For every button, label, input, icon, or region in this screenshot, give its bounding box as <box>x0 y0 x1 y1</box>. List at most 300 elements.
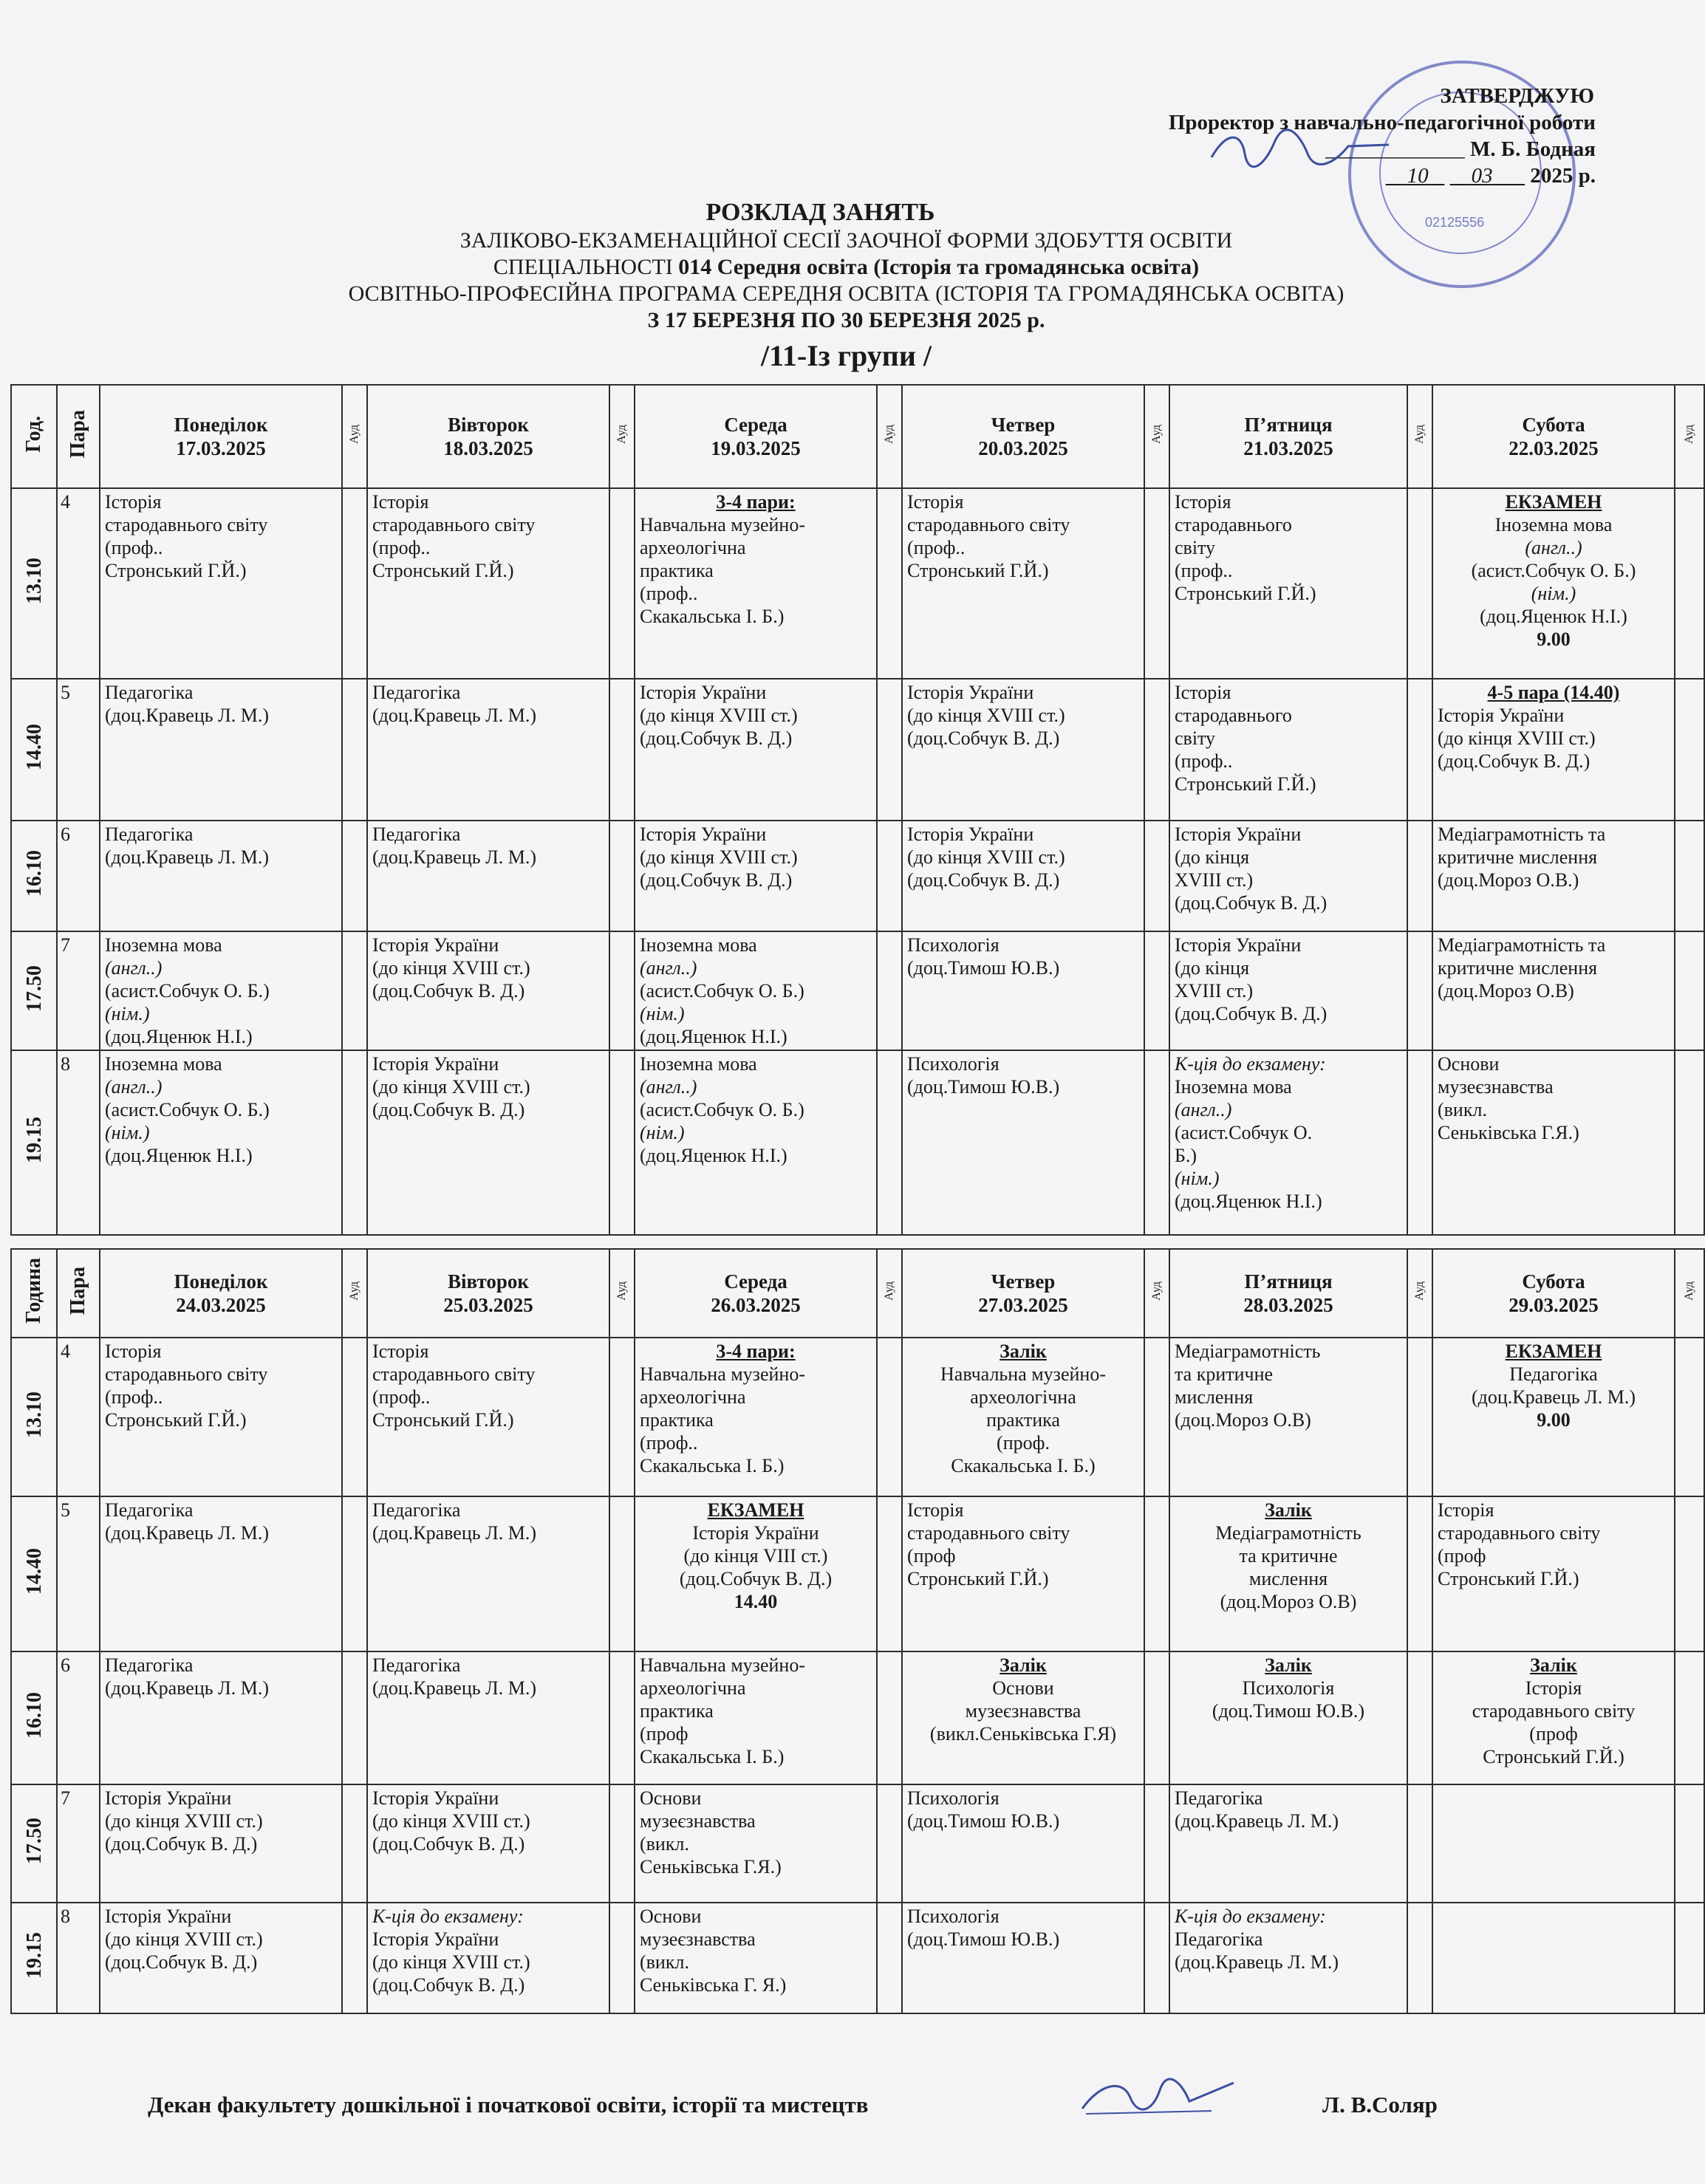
header-line-2: СПЕЦІАЛЬНОСТІ 014 Середня освіта (Історія та громадянська освіта) <box>493 255 1200 279</box>
cell-line: (доц.Собчук В. Д.) <box>640 728 793 749</box>
lesson-cell <box>1432 821 1675 931</box>
col-header-day <box>902 1249 1144 1338</box>
cell-line: (до кінця XVIII ст.) <box>1438 728 1596 749</box>
lesson-cell <box>367 1050 609 1235</box>
lesson-cell <box>367 488 609 679</box>
aud-cell <box>1675 1050 1704 1235</box>
aud-cell <box>342 931 367 1050</box>
lesson-cell <box>1169 931 1407 1050</box>
cell-line: Історія <box>1438 1499 1494 1521</box>
cell-line: Скакальська І. Б.) <box>640 1455 785 1476</box>
col-header-aud: Ауд <box>877 385 902 488</box>
table-row <box>11 1050 1704 1235</box>
cell-line: Навчальна музейно- <box>640 514 805 535</box>
cell-line: (асист.Собчук О. Б.) <box>105 1099 270 1120</box>
table-row <box>11 1496 1704 1651</box>
cell-line: (проф. <box>997 1432 1050 1454</box>
cell-line: ЕКЗАМЕН <box>1505 1341 1602 1362</box>
aud-cell <box>1675 1338 1704 1496</box>
day-date: 18.03.2025 <box>443 437 533 459</box>
cell-line: археологічна <box>640 1677 746 1699</box>
day-date: 24.03.2025 <box>176 1294 266 1316</box>
cell-line: стародавнього <box>1175 514 1292 535</box>
day-name: Понеділок <box>174 414 268 436</box>
cell-line: (проф <box>907 1545 956 1567</box>
aud-cell <box>1407 1903 1432 2013</box>
cell-line: (проф <box>640 1723 689 1745</box>
cell-line: (нім.) <box>105 1122 150 1143</box>
cell-line: (доц.Кравець Л. М.) <box>1175 1951 1339 1973</box>
cell-line: (доц.Кравець Л. М.) <box>105 1522 270 1544</box>
cell-line: (асист.Собчук О. Б.) <box>105 980 270 1002</box>
pair-number: 4 <box>57 488 100 679</box>
cell-line: Іноземна мова <box>105 1053 222 1075</box>
time-cell: 17.50 <box>11 1784 57 1903</box>
day-date: 29.03.2025 <box>1508 1294 1599 1316</box>
cell-line: (доц.Собчук В. Д.) <box>372 1099 525 1120</box>
cell-line: (доц.Яценюк Н.І.) <box>105 1145 253 1166</box>
lesson-cell <box>100 679 342 821</box>
dean-signature <box>1071 2068 1241 2127</box>
cell-line: (англ..) <box>105 957 163 979</box>
lesson-cell <box>367 1496 609 1651</box>
col-header-day <box>100 1249 342 1338</box>
cell-line: Психологія <box>907 1053 1000 1075</box>
cell-line: Психологія <box>907 1906 1000 1927</box>
cell-line: XVIII ст.) <box>1175 980 1254 1002</box>
cell-line: стародавнього світу <box>907 1522 1070 1544</box>
day-name: Четвер <box>991 414 1056 436</box>
lesson-cell <box>100 931 342 1050</box>
cell-line: Стронський Г.Й.) <box>907 1568 1049 1589</box>
lesson-cell <box>1169 1338 1407 1496</box>
col-header-hour: Година <box>11 1249 57 1338</box>
cell-line: Стронський Г.Й.) <box>1438 1568 1579 1589</box>
aud-cell <box>1144 488 1169 679</box>
lesson-cell <box>635 1338 877 1496</box>
col-header-day <box>635 385 877 488</box>
cell-line: Історія України <box>692 1522 819 1544</box>
col-header-day <box>367 385 609 488</box>
cell-line: (доц.Собчук В. Д.) <box>372 1833 525 1855</box>
cell-line: Медіаграмотність <box>1215 1522 1361 1544</box>
aud-cell <box>1407 1651 1432 1784</box>
cell-line: (до кінця XVIII ст.) <box>640 705 798 726</box>
aud-cell <box>877 1050 902 1235</box>
cell-line: (англ..) <box>640 1076 697 1098</box>
aud-cell <box>1144 1496 1169 1651</box>
lesson-cell <box>635 1903 877 2013</box>
cell-line: Історія України <box>105 1906 232 1927</box>
time-cell: 17.50 <box>11 931 57 1050</box>
cell-line: (асист.Собчук О. Б.) <box>1471 560 1636 581</box>
col-header-day <box>1432 385 1675 488</box>
approver-signature <box>1204 124 1396 176</box>
cell-line: (доц.Кравець Л. М.) <box>1175 1810 1339 1832</box>
aud-cell <box>609 1784 635 1903</box>
cell-line: Історія України <box>105 1787 232 1809</box>
cell-line: (до кінця XVIII ст.) <box>907 705 1065 726</box>
cell-line: Педагогіка <box>372 1654 461 1676</box>
cell-line: Медіаграмотність та <box>1438 934 1606 956</box>
cell-line: мислення <box>1248 1568 1328 1589</box>
cell-line: Педагогіка <box>1175 1928 1263 1950</box>
cell-line: (доц.Собчук В. Д.) <box>1175 1003 1328 1024</box>
cell-line: (до кінця XVIII ст.) <box>372 1951 530 1973</box>
table-row <box>11 679 1704 821</box>
cell-line: Залік <box>1000 1654 1047 1676</box>
cell-line: Педагогіка <box>105 824 194 845</box>
cell-line: (проф.. <box>105 1386 163 1408</box>
cell-line: Б.) <box>1175 1145 1197 1166</box>
lesson-cell <box>1432 1050 1675 1235</box>
cell-line: музеєзнавства <box>965 1700 1082 1722</box>
cell-line: Іноземна мова <box>640 1053 757 1075</box>
cell-line: Історія <box>1175 682 1231 703</box>
col-header-aud: Ауд <box>1407 385 1432 488</box>
day-name: Вівторок <box>448 1270 529 1293</box>
cell-line: (асист.Собчук О. Б.) <box>640 1099 804 1120</box>
cell-line: Стронський Г.Й.) <box>907 560 1049 581</box>
lesson-cell <box>635 1651 877 1784</box>
lesson-cell <box>902 1651 1144 1784</box>
lesson-cell <box>367 931 609 1050</box>
cell-line: (асист.Собчук О. <box>1175 1122 1313 1143</box>
cell-line: (доц.Кравець Л. М.) <box>1471 1386 1636 1408</box>
cell-line: та критичне <box>1175 1363 1274 1385</box>
lesson-cell <box>635 1050 877 1235</box>
cell-line: Медіаграмотність <box>1175 1341 1321 1362</box>
cell-line: (доц.Собчук В. Д.) <box>907 869 1060 891</box>
lesson-cell <box>100 821 342 931</box>
lesson-cell <box>100 1496 342 1651</box>
lesson-cell <box>902 1338 1144 1496</box>
cell-line: світу <box>1175 728 1216 749</box>
cell-line: ЕКЗАМЕН <box>1505 491 1602 513</box>
cell-line: (доц.Мороз О.В) <box>1220 1591 1357 1612</box>
cell-line: Психологія <box>1242 1677 1335 1699</box>
cell-line: К-ція до екзамену: <box>372 1906 524 1927</box>
day-date: 17.03.2025 <box>176 437 266 459</box>
cell-line: Психологія <box>907 1787 1000 1809</box>
cell-line: Історія <box>1175 491 1231 513</box>
cell-line: та критичне <box>1239 1545 1338 1567</box>
col-header-day <box>367 1249 609 1338</box>
approval-name: _____________ М. Б. Бодная <box>1325 137 1596 161</box>
lesson-cell <box>1169 821 1407 931</box>
cell-line: Історія України <box>907 824 1034 845</box>
table-row <box>11 821 1704 931</box>
time-cell: 16.10 <box>11 821 57 931</box>
cell-line: Педагогіка <box>372 1499 461 1521</box>
approval-sign-line: _____________ <box>1325 137 1465 161</box>
cell-line: практика <box>640 1409 714 1431</box>
lesson-cell <box>100 488 342 679</box>
cell-line: (нім.) <box>640 1122 685 1143</box>
lesson-cell <box>1432 1903 1675 2013</box>
cell-line: (нім.) <box>1175 1168 1220 1189</box>
cell-line: ЕКЗАМЕН <box>707 1499 804 1521</box>
aud-cell <box>1144 1050 1169 1235</box>
cell-line: (доц.Тимош Ю.В.) <box>907 1928 1060 1950</box>
aud-cell <box>877 821 902 931</box>
aud-cell <box>342 1496 367 1651</box>
header-line-4: З 17 БЕРЕЗНЯ ПО 30 БЕРЕЗНЯ 2025 р. <box>647 308 1045 332</box>
lesson-cell <box>367 1338 609 1496</box>
aud-cell <box>609 1903 635 2013</box>
day-date: 26.03.2025 <box>711 1294 801 1316</box>
cell-line: (до кінця XVIII ст.) <box>105 1810 263 1832</box>
cell-line: (проф.. <box>372 1386 431 1408</box>
aud-cell <box>877 931 902 1050</box>
col-header-aud: Ауд <box>1144 385 1169 488</box>
aud-cell <box>877 679 902 821</box>
col-header-day <box>1432 1249 1675 1338</box>
cell-line: (доц.Яценюк Н.І.) <box>640 1145 787 1166</box>
aud-cell <box>1675 1496 1704 1651</box>
aud-cell <box>342 679 367 821</box>
cell-line: Скакальська І. Б.) <box>951 1455 1096 1476</box>
col-header-aud: Ауд <box>1675 385 1704 488</box>
cell-line: Історія України <box>640 824 767 845</box>
lesson-cell <box>1432 488 1675 679</box>
pair-number: 7 <box>57 1784 100 1903</box>
cell-line: (доц.Собчук В. Д.) <box>679 1568 833 1589</box>
lesson-cell <box>1169 679 1407 821</box>
aud-cell <box>609 1651 635 1784</box>
cell-line: Історія <box>372 491 429 513</box>
cell-line: (проф <box>1438 1545 1486 1567</box>
cell-line: Історія <box>907 1499 964 1521</box>
cell-line: (доц.Тимош Ю.В.) <box>907 957 1060 979</box>
aud-cell <box>1675 679 1704 821</box>
approval-position: Проректор з навчально-педагогічної роботи <box>1168 111 1596 134</box>
lesson-cell <box>902 1784 1144 1903</box>
day-name: П’ятниця <box>1244 1270 1333 1293</box>
cell-line: Стронський Г.Й.) <box>372 560 514 581</box>
cell-line: (проф.. <box>907 537 966 558</box>
lesson-cell <box>100 1651 342 1784</box>
aud-cell <box>1407 488 1432 679</box>
cell-line: (проф.. <box>372 537 431 558</box>
pair-number: 4 <box>57 1338 100 1496</box>
cell-line: (до кінця XVIII ст.) <box>372 957 530 979</box>
time-cell: 16.10 <box>11 1651 57 1784</box>
day-name: Субота <box>1522 414 1585 436</box>
lesson-cell <box>1169 1651 1407 1784</box>
cell-line: (доц.Яценюк Н.І.) <box>1480 606 1627 627</box>
aud-cell <box>1144 931 1169 1050</box>
aud-cell <box>609 679 635 821</box>
aud-cell <box>877 1651 902 1784</box>
cell-line: (доц.Мороз О.В.) <box>1438 869 1579 891</box>
cell-line: 9.00 <box>1537 629 1571 650</box>
table-row <box>11 488 1704 679</box>
lesson-cell <box>367 1903 609 2013</box>
cell-line: (англ..) <box>105 1076 163 1098</box>
lesson-cell <box>367 679 609 821</box>
cell-line: Іноземна мова <box>1494 514 1613 535</box>
lesson-cell <box>1169 1784 1407 1903</box>
lesson-cell <box>100 1903 342 2013</box>
day-name: Понеділок <box>174 1270 268 1293</box>
time-cell: 19.15 <box>11 1050 57 1235</box>
cell-line: 4-5 пара (14.40) <box>1487 682 1620 703</box>
aud-cell <box>1407 1496 1432 1651</box>
col-header-aud: Ауд <box>342 385 367 488</box>
col-header-day <box>1169 385 1407 488</box>
lesson-cell <box>367 1651 609 1784</box>
cell-line: 3-4 пари: <box>716 491 796 513</box>
cell-line: (англ..) <box>1525 537 1582 558</box>
cell-line: археологічна <box>970 1386 1076 1408</box>
cell-line: (доц.Собчук В. Д.) <box>1175 892 1328 914</box>
cell-line: (до кінця XVIII ст.) <box>640 846 798 868</box>
lesson-cell <box>367 1784 609 1903</box>
cell-line: стародавнього світу <box>907 514 1070 535</box>
cell-line: (доц.Собчук В. Д.) <box>372 1974 525 1996</box>
lesson-cell <box>635 488 877 679</box>
cell-line: Основи <box>640 1906 702 1927</box>
cell-line: (проф <box>1529 1723 1578 1745</box>
lesson-cell <box>1169 488 1407 679</box>
day-date: 27.03.2025 <box>978 1294 1068 1316</box>
cell-line: (доц.Тимош Ю.В.) <box>907 1810 1060 1832</box>
aud-cell <box>609 1050 635 1235</box>
cell-line: (доц.Кравець Л. М.) <box>372 1677 537 1699</box>
lesson-cell <box>902 1903 1144 2013</box>
cell-line: критичне мислення <box>1438 846 1598 868</box>
aud-cell <box>609 488 635 679</box>
aud-cell <box>1407 679 1432 821</box>
cell-line: Педагогіка <box>372 682 461 703</box>
cell-line: (доц.Собчук В. Д.) <box>105 1833 258 1855</box>
cell-line: (доц.Собчук В. Д.) <box>1438 750 1590 772</box>
cell-line: археологічна <box>640 1386 746 1408</box>
cell-line: Навчальна музейно- <box>640 1654 805 1676</box>
aud-cell <box>1675 1903 1704 2013</box>
aud-cell <box>342 1784 367 1903</box>
cell-line: Стронський Г.Й.) <box>1175 773 1316 795</box>
cell-line: (доц.Кравець Л. М.) <box>105 705 270 726</box>
lesson-cell <box>1432 1784 1675 1903</box>
cell-line: Залік <box>1265 1654 1312 1676</box>
cell-line: стародавнього світу <box>105 1363 268 1385</box>
cell-line: (доц.Собчук В. Д.) <box>907 728 1060 749</box>
aud-cell <box>342 1651 367 1784</box>
cell-line: 3-4 пари: <box>716 1341 796 1362</box>
table-row <box>11 1903 1704 2013</box>
day-date: 20.03.2025 <box>978 437 1068 459</box>
cell-line: (викл. <box>1438 1099 1487 1120</box>
pair-number: 8 <box>57 1903 100 2013</box>
cell-line: Іноземна мова <box>640 934 757 956</box>
cell-line: (до кінця XVIII ст.) <box>372 1810 530 1832</box>
day-date: 19.03.2025 <box>711 437 801 459</box>
aud-cell <box>609 1496 635 1651</box>
col-header-aud: Ауд <box>1407 1249 1432 1338</box>
cell-line: Стронський Г.Й.) <box>372 1409 514 1431</box>
cell-line: світу <box>1175 537 1216 558</box>
cell-line: Історія <box>105 1341 162 1362</box>
day-date: 22.03.2025 <box>1508 437 1599 459</box>
col-header-pair: Пара <box>57 385 100 488</box>
approval-date-month: 03 <box>1471 164 1493 188</box>
pair-number: 7 <box>57 931 100 1050</box>
table-row <box>11 931 1704 1050</box>
day-date: 21.03.2025 <box>1243 437 1333 459</box>
pair-number: 5 <box>57 1496 100 1651</box>
col-header-aud: Ауд <box>609 1249 635 1338</box>
aud-cell <box>1144 1903 1169 2013</box>
aud-cell <box>1144 1651 1169 1784</box>
cell-line: (до кінця XVIII ст.) <box>372 1076 530 1098</box>
col-header-hour: Год. <box>11 385 57 488</box>
aud-cell <box>1144 821 1169 931</box>
seal-number: 02125556 <box>1425 215 1485 230</box>
time-cell: 13.10 <box>11 1338 57 1496</box>
cell-line: стародавнього світу <box>372 1363 536 1385</box>
approval-date-day: 10 <box>1407 164 1429 188</box>
aud-cell <box>1675 1651 1704 1784</box>
lesson-cell <box>635 931 877 1050</box>
day-date: 25.03.2025 <box>443 1294 533 1316</box>
schedule-table-week-2 <box>10 1248 1705 2014</box>
pair-number: 6 <box>57 1651 100 1784</box>
day-name: Субота <box>1522 1270 1585 1293</box>
lesson-cell <box>100 1338 342 1496</box>
lesson-cell <box>100 1050 342 1235</box>
cell-line: Стронський Г.Й.) <box>105 560 247 581</box>
aud-cell <box>342 1338 367 1496</box>
aud-cell <box>609 931 635 1050</box>
cell-line: Основи <box>1438 1053 1500 1075</box>
cell-line: Історія України <box>640 682 767 703</box>
aud-cell <box>342 1050 367 1235</box>
cell-line: Залік <box>1265 1499 1312 1521</box>
cell-line: Стронський Г.Й.) <box>1483 1746 1624 1767</box>
day-name: Вівторок <box>448 414 529 436</box>
cell-line: (до кінця <box>1175 846 1250 868</box>
table-row <box>11 1651 1704 1784</box>
cell-line: (проф.. <box>640 583 698 604</box>
cell-line: Історія <box>1525 1677 1582 1699</box>
cell-line: (доц.Мороз О.В) <box>1175 1409 1311 1431</box>
cell-line: Історія України <box>1175 934 1302 956</box>
lesson-cell <box>902 1496 1144 1651</box>
cell-line: (до кінця XVIII ст.) <box>907 846 1065 868</box>
cell-line: практика <box>640 560 714 581</box>
day-name: Середа <box>724 1270 787 1293</box>
lesson-cell <box>1169 1496 1407 1651</box>
cell-line: Історія <box>105 491 162 513</box>
cell-line: (доц.Яценюк Н.І.) <box>640 1026 787 1047</box>
aud-cell <box>877 1784 902 1903</box>
cell-line: Навчальна музейно- <box>940 1363 1106 1385</box>
time-cell: 19.15 <box>11 1903 57 2013</box>
aud-cell <box>1407 821 1432 931</box>
day-date: 28.03.2025 <box>1243 1294 1333 1316</box>
col-header-day <box>902 385 1144 488</box>
cell-line: стародавнього світу <box>1472 1700 1636 1722</box>
cell-line: (доц.Тимош Ю.В.) <box>1212 1700 1365 1722</box>
cell-line: Іноземна мова <box>1175 1076 1292 1098</box>
lesson-cell <box>902 821 1144 931</box>
time-cell: 14.40 <box>11 679 57 821</box>
aud-cell <box>342 1903 367 2013</box>
cell-line: (доц.Собчук В. Д.) <box>640 869 793 891</box>
aud-cell <box>609 821 635 931</box>
